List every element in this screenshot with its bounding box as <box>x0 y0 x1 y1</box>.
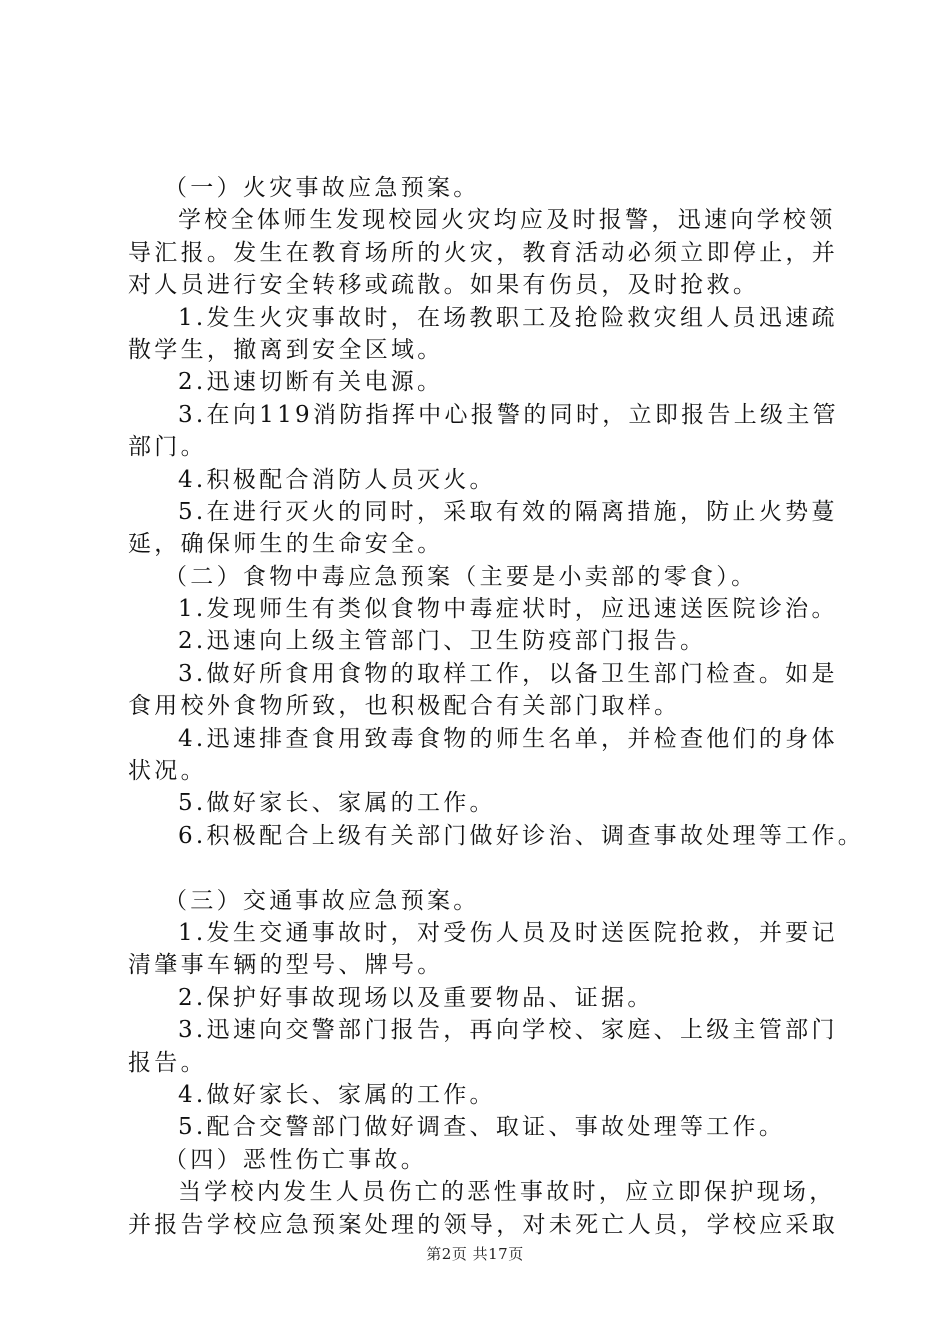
list-item-line: 5.做好家长、家属的工作。 <box>178 790 496 817</box>
list-item-line: 5.配合交警部门做好调查、取证、事故处理等工作。 <box>178 1114 786 1141</box>
section-heading-food-poisoning: （二）食物中毒应急预案（主要是小卖部的零食）。 <box>164 563 758 590</box>
page-number-footer: 第2页 共17页 <box>426 1245 524 1263</box>
list-item-line: 食用校外食物所致，也积极配合有关部门取样。 <box>128 693 681 720</box>
section-heading-fire: （一）火灾事故应急预案。 <box>164 175 480 201</box>
list-item-line: 4.积极配合消防人员灭火。 <box>178 466 496 493</box>
list-item-line: 散学生，撤离到安全区域。 <box>128 336 444 363</box>
list-item-line: 2.迅速向上级主管部门、卫生防疫部门报告。 <box>178 628 707 655</box>
paragraph-line: 对人员进行安全转移或疏散。如果有伤员，及时抢救。 <box>128 272 760 299</box>
list-item-line: 4.迅速排查食用致毒食物的师生名单，并检查他们的身体 <box>178 725 838 752</box>
blank-line <box>128 852 834 884</box>
list-item-line: 4.做好家长、家属的工作。 <box>178 1081 496 1108</box>
list-item-line: 延，确保师生的生命安全。 <box>128 531 444 558</box>
list-item-line: 1.发生交通事故时，对受伤人员及时送医院抢救，并要记 <box>178 919 838 946</box>
paragraph-line: 导汇报。发生在教育场所的火灾，教育活动必须立即停止，并 <box>128 239 839 266</box>
list-item-line: 3.在向119消防指挥中心报警的同时，立即报告上级主管 <box>178 401 839 428</box>
list-item-line: 1.发生火灾事故时，在场教职工及抢险救灾组人员迅速疏 <box>178 304 838 331</box>
list-item-line: 清肇事车辆的型号、牌号。 <box>128 952 444 979</box>
list-item-line: 1.发现师生有类似食物中毒症状时，应迅速送医院诊治。 <box>178 596 838 623</box>
paragraph-line: 并报告学校应急预案处理的领导，对未死亡人员，学校应采取 <box>128 1211 839 1238</box>
list-item-line: 3.迅速向交警部门报告，再向学校、家庭、上级主管部门 <box>178 1017 838 1044</box>
list-item-line: 报告。 <box>128 1049 207 1076</box>
list-item-line: 2.迅速切断有关电源。 <box>178 369 444 396</box>
section-heading-casualty: （四）恶性伤亡事故。 <box>164 1146 427 1173</box>
section-heading-traffic: （三）交通事故应急预案。 <box>164 887 480 914</box>
document-body <box>128 172 865 1241</box>
list-item-line: 5.在进行灭火的同时，采取有效的隔离措施，防止火势蔓 <box>178 498 838 525</box>
paragraph-line: 当学校内发生人员伤亡的恶性事故时，应立即保护现场， <box>178 1179 836 1206</box>
paragraph-line: 学校全体师生发现校园火灾均应及时报警，迅速向学校领 <box>178 207 836 234</box>
list-item-line: 6.积极配合上级有关部门做好诊治、调查事故处理等工作。 <box>178 822 865 849</box>
list-item-line: 3.做好所食用食物的取样工作，以备卫生部门检查。如是 <box>178 660 838 687</box>
list-item-line: 状况。 <box>128 758 207 785</box>
list-item-line: 2.保护好事故现场以及重要物品、证据。 <box>178 984 654 1011</box>
list-item-line: 部门。 <box>128 434 207 461</box>
